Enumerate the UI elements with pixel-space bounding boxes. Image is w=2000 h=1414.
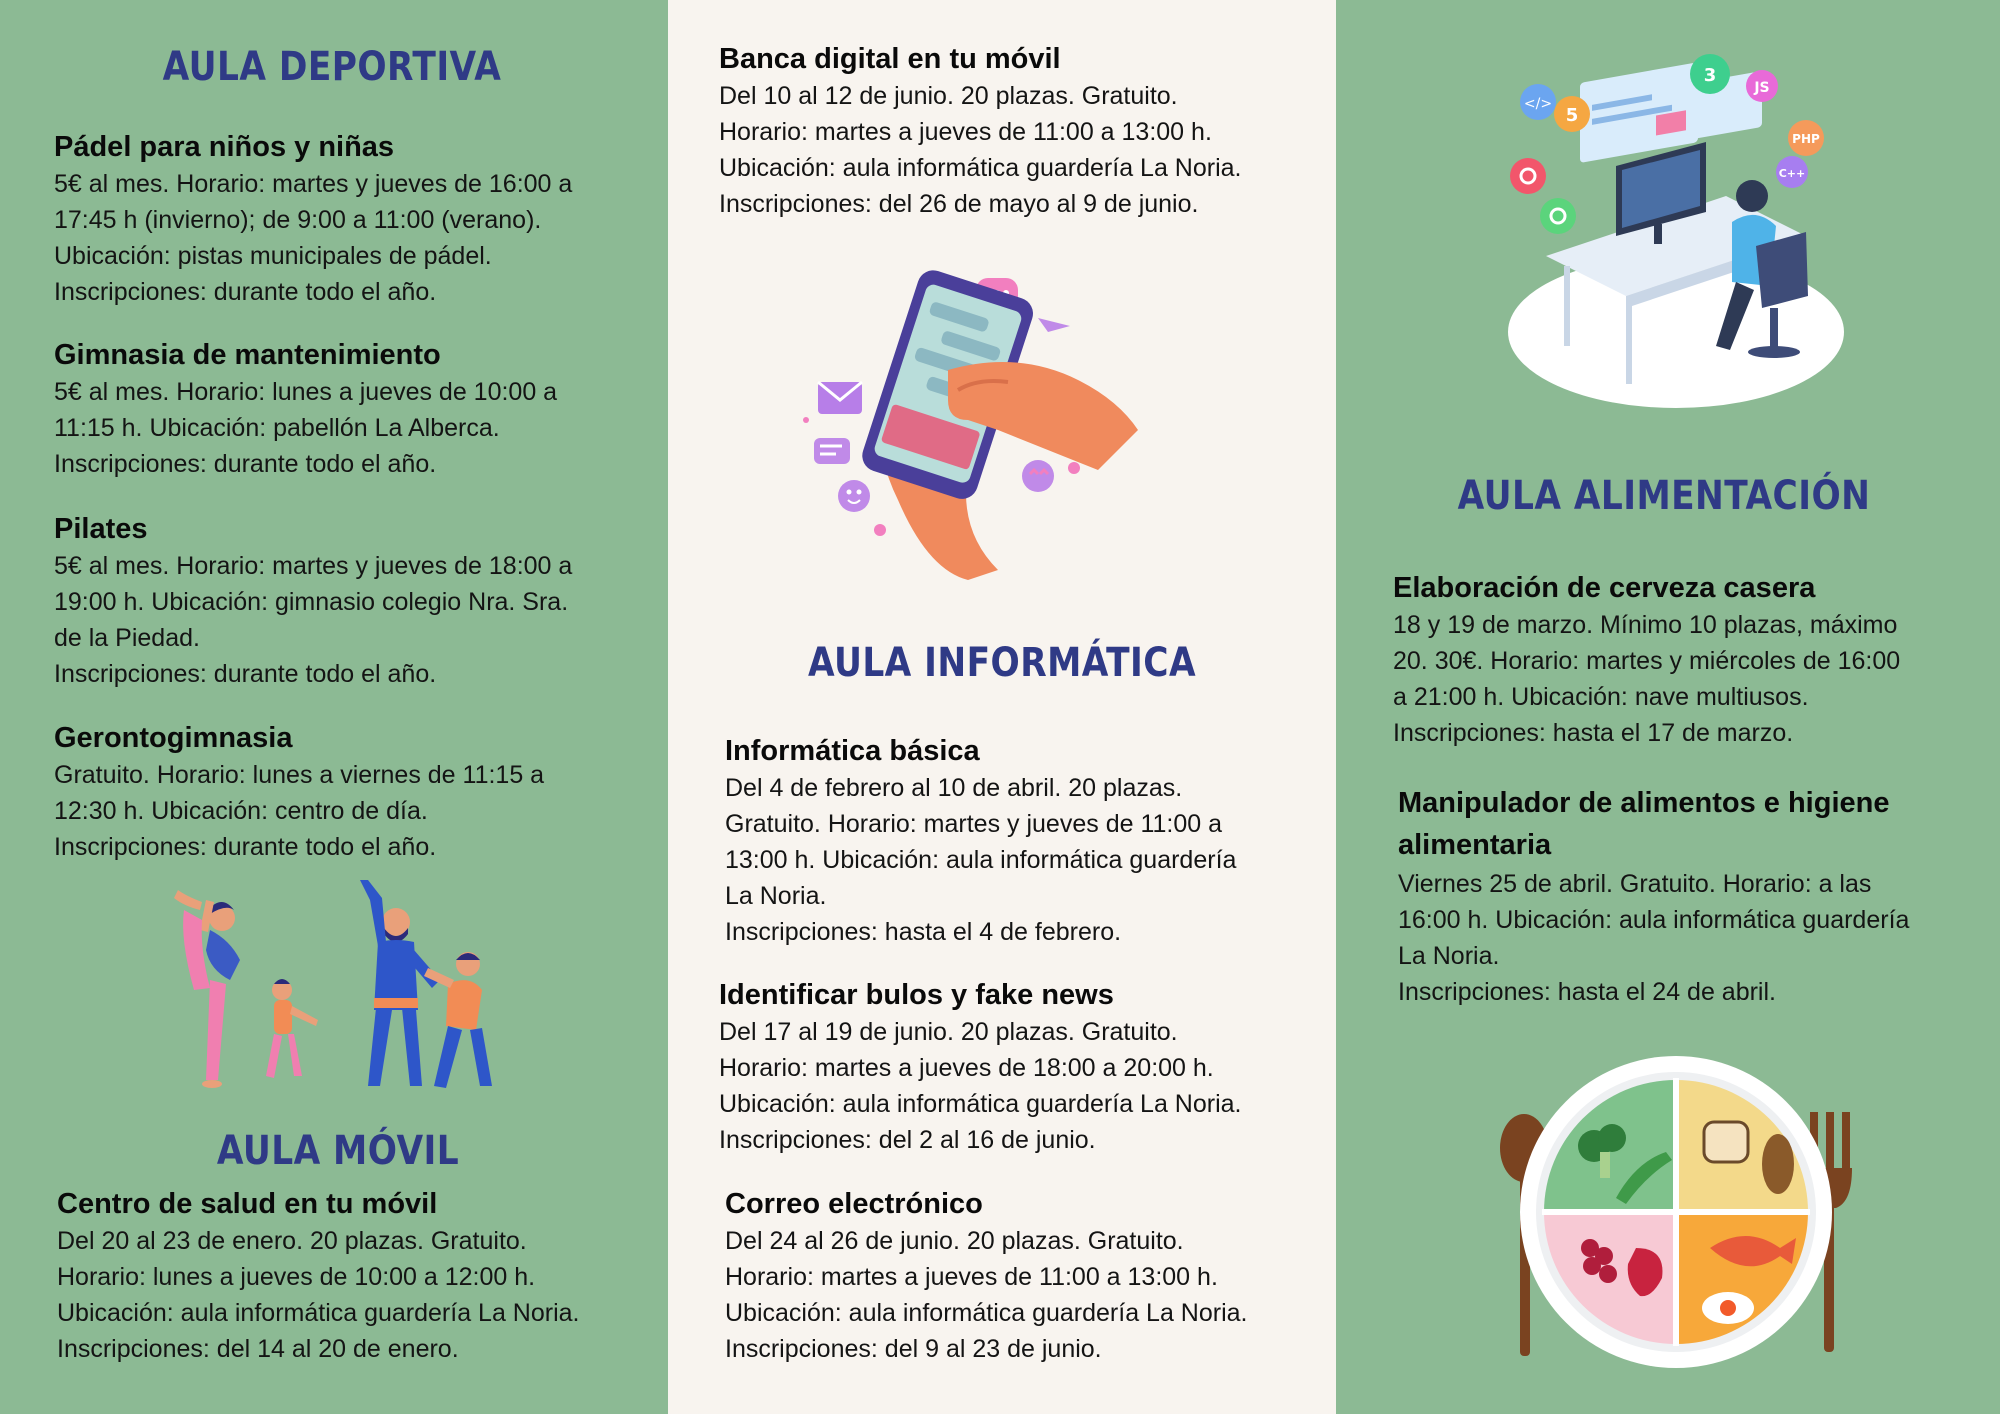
course-details: 18 y 19 de marzo. Mínimo 10 plazas, máximo 20. 30€. Horario: martes y miércoles de 16:00 a 21:00 h. Ubicación: nave multiusos. Inscripciones: hasta el 17 de marzo. <box>1393 611 1901 747</box>
course-pilates <box>54 510 654 692</box>
course-details: Del 10 al 12 de junio. 20 plazas. Gratuito. Horario: martes a jueves de 11:00 a 13:00 h. Ubicación: aula informática guardería La Noria. Inscripciones: del 26 de mayo al 9 de junio. <box>719 82 1242 218</box>
course-title: Elaboración de cerveza casera <box>1393 572 1816 604</box>
course-title: Gerontogimnasia <box>54 722 293 754</box>
food-plate-illustration <box>1496 1052 1856 1372</box>
course-title: Manipulador de alimentos e higiene alimentaria <box>1398 787 1890 861</box>
course-details: Del 24 al 26 de junio. 20 plazas. Gratuito. Horario: martes a jueves de 11:00 a 13:00 h. Ubicación: aula informática guardería La Noria. Inscripciones: del 9 al 23 de junio. <box>725 1227 1248 1363</box>
course-details: 5€ al mes. Horario: martes y jueves de 18:00 a 19:00 h. Ubicación: gimnasio colegio Nra. Sra. de la Piedad. Inscripciones: durante todo el año. <box>54 552 573 688</box>
course-title: Banca digital en tu móvil <box>719 43 1061 75</box>
course-details: Del 17 al 19 de junio. 20 plazas. Gratuito. Horario: martes a jueves de 18:00 a 20:00 h. Ubicación: aula informática guardería La Noria. Inscripciones: del 2 al 16 de junio. <box>719 1018 1242 1154</box>
course-correo <box>725 1185 1325 1367</box>
aula-movil-heading: AULA MÓVIL <box>216 1128 460 1174</box>
aula-deportiva-heading: AULA DEPORTIVA <box>162 44 502 90</box>
middle-panel <box>668 0 1336 1414</box>
exercising-family-illustration <box>170 880 500 1110</box>
code-tag-label: </> <box>1523 96 1553 112</box>
cpp-label: C++ <box>1778 167 1806 180</box>
course-manipulador <box>1398 782 1998 1010</box>
course-bulos <box>719 976 1319 1158</box>
course-title: Pilates <box>54 513 148 545</box>
programmer-desk-illustration <box>1506 46 1846 416</box>
course-title: Centro de salud en tu móvil <box>57 1188 438 1220</box>
right-panel <box>1336 0 2000 1414</box>
course-informatica-basica <box>725 732 1325 950</box>
course-details: Gratuito. Horario: lunes a viernes de 11:15 a 12:30 h. Ubicación: centro de día. Inscripciones: durante todo el año. <box>54 761 545 861</box>
php-label: PHP <box>1792 132 1820 146</box>
course-gerontogimnasia <box>54 719 654 865</box>
course-details: Viernes 25 de abril. Gratuito. Horario: a las 16:00 h. Ubicación: aula informática guardería La Noria. Inscripciones: hasta el 24 de abril. <box>1398 870 1910 1006</box>
smartphone-hands-illustration <box>798 270 1198 590</box>
course-details: Del 4 de febrero al 10 de abril. 20 plazas. Gratuito. Horario: martes y jueves de 11:00 a 13:00 h. Ubicación: aula informática guardería La Noria. Inscripciones: hasta el 4 de febrero. <box>725 774 1237 946</box>
course-title: Pádel para niños y niñas <box>54 131 395 163</box>
course-title: Correo electrónico <box>725 1188 983 1220</box>
course-centro-salud <box>57 1185 657 1367</box>
course-title: Identificar bulos y fake news <box>719 979 1114 1011</box>
course-title: Gimnasia de mantenimiento <box>54 339 441 371</box>
css3-label: 3 <box>1703 65 1717 86</box>
js-label: JS <box>1754 80 1770 96</box>
course-details: 5€ al mes. Horario: martes y jueves de 16:00 a 17:45 h (invierno); de 9:00 a 11:00 (verano). Ubicación: pistas municipales de pádel. Inscripciones: durante todo el año. <box>54 170 573 306</box>
html5-label: 5 <box>1565 105 1579 126</box>
course-details: 5€ al mes. Horario: lunes a jueves de 10:00 a 11:15 h. Ubicación: pabellón La Alberca. Inscripciones: durante todo el año. <box>54 378 558 478</box>
course-cerveza <box>1393 569 1993 751</box>
aula-informatica-heading: AULA INFORMÁTICA <box>807 640 1197 686</box>
course-padel <box>54 128 654 310</box>
aula-alimentacion-heading: AULA ALIMENTACIÓN <box>1457 473 1871 519</box>
course-details: Del 20 al 23 de enero. 20 plazas. Gratuito. Horario: lunes a jueves de 10:00 a 12:00 h. Ubicación: aula informática guardería La Noria. Inscripciones: del 14 al 20 de enero. <box>57 1227 580 1363</box>
course-banca-digital <box>719 40 1319 222</box>
course-gimnasia <box>54 336 654 482</box>
left-panel <box>0 0 668 1414</box>
course-title: Informática básica <box>725 735 980 767</box>
